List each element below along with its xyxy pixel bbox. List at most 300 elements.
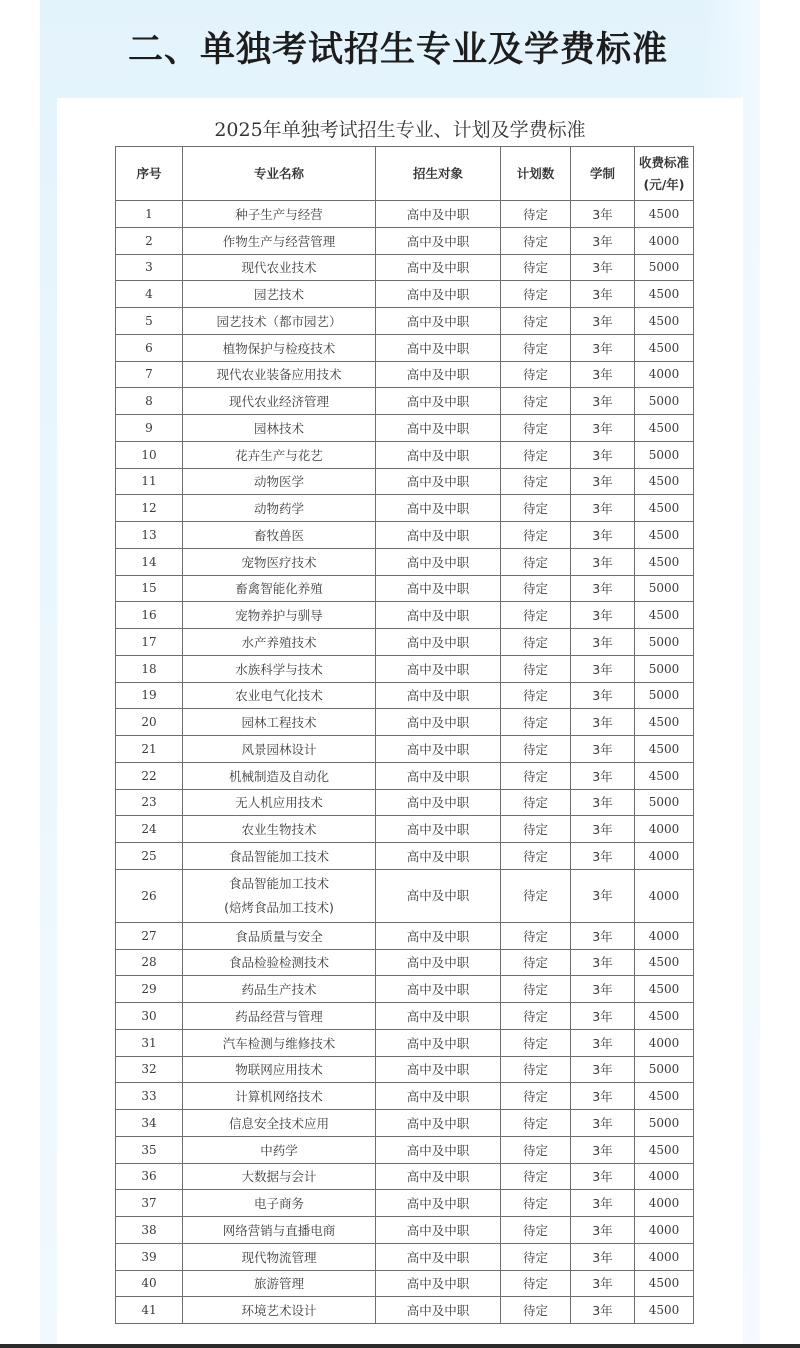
cell-target: 高中及中职 xyxy=(376,629,501,656)
table-row xyxy=(116,308,694,335)
cell-fee: 4500 xyxy=(635,709,694,736)
cell-no: 35 xyxy=(116,1136,183,1163)
cell-plan: 待定 xyxy=(501,1190,571,1217)
cell-plan: 待定 xyxy=(501,1217,571,1244)
cell-no: 33 xyxy=(116,1083,183,1110)
cell-plan: 待定 xyxy=(501,949,571,976)
table-row xyxy=(116,1243,694,1270)
cell-plan: 待定 xyxy=(501,655,571,682)
cell-years: 3年 xyxy=(571,922,635,949)
cell-plan: 待定 xyxy=(501,495,571,522)
cell-name: 宠物医疗技术 xyxy=(183,548,376,575)
cell-target: 高中及中职 xyxy=(376,922,501,949)
cell-plan: 待定 xyxy=(501,762,571,789)
header-years: 学制 xyxy=(571,147,635,201)
cell-fee: 4500 xyxy=(635,1083,694,1110)
cell-fee: 4500 xyxy=(635,736,694,763)
cell-fee: 4500 xyxy=(635,602,694,629)
cell-years: 3年 xyxy=(571,709,635,736)
cell-name: 现代农业技术 xyxy=(183,254,376,281)
cell-plan: 待定 xyxy=(501,281,571,308)
cell-no: 13 xyxy=(116,522,183,549)
cell-name: 风景园林设计 xyxy=(183,736,376,763)
cell-fee: 4500 xyxy=(635,281,694,308)
cell-no: 29 xyxy=(116,976,183,1003)
cell-no: 30 xyxy=(116,1003,183,1030)
cell-name-line1: 食品智能加工技术 xyxy=(228,875,329,891)
cell-years: 3年 xyxy=(571,1297,635,1324)
cell-plan: 待定 xyxy=(501,816,571,843)
table-row xyxy=(116,575,694,602)
cell-no: 22 xyxy=(116,762,183,789)
cell-target: 高中及中职 xyxy=(376,1163,501,1190)
cell-fee: 4500 xyxy=(635,522,694,549)
cell-fee: 4500 xyxy=(635,548,694,575)
cell-target: 高中及中职 xyxy=(376,1297,501,1324)
cell-years: 3年 xyxy=(571,1003,635,1030)
table-header-row xyxy=(116,147,694,201)
table-row xyxy=(116,709,694,736)
cell-years: 3年 xyxy=(571,816,635,843)
table-row xyxy=(116,415,694,442)
cell-plan: 待定 xyxy=(501,602,571,629)
table-row xyxy=(116,1056,694,1083)
table-row xyxy=(116,1163,694,1190)
cell-years: 3年 xyxy=(571,281,635,308)
cell-target: 高中及中职 xyxy=(376,281,501,308)
cell-fee: 5000 xyxy=(635,1056,694,1083)
cell-fee: 4500 xyxy=(635,201,694,228)
cell-no: 12 xyxy=(116,495,183,522)
cell-fee: 4500 xyxy=(635,949,694,976)
cell-years: 3年 xyxy=(571,1110,635,1137)
table-row xyxy=(116,388,694,415)
cell-no: 34 xyxy=(116,1110,183,1137)
cell-target: 高中及中职 xyxy=(376,334,501,361)
cell-years: 3年 xyxy=(571,495,635,522)
cell-no: 24 xyxy=(116,816,183,843)
cell-no: 5 xyxy=(116,308,183,335)
cell-plan: 待定 xyxy=(501,1136,571,1163)
cell-target: 高中及中职 xyxy=(376,762,501,789)
cell-name: 现代物流管理 xyxy=(183,1243,376,1270)
cell-years: 3年 xyxy=(571,575,635,602)
cell-no: 25 xyxy=(116,843,183,870)
table-row xyxy=(116,334,694,361)
cell-years: 3年 xyxy=(571,468,635,495)
table-row xyxy=(116,1136,694,1163)
table-row xyxy=(116,1297,694,1324)
table-row xyxy=(116,1110,694,1137)
cell-years: 3年 xyxy=(571,441,635,468)
cell-years: 3年 xyxy=(571,1029,635,1056)
cell-no: 31 xyxy=(116,1029,183,1056)
cell-fee: 4500 xyxy=(635,1270,694,1297)
table-row xyxy=(116,843,694,870)
cell-years: 3年 xyxy=(571,976,635,1003)
cell-target: 高中及中职 xyxy=(376,441,501,468)
cell-name: 园艺技术 xyxy=(183,281,376,308)
cell-fee: 4000 xyxy=(635,1190,694,1217)
table-row xyxy=(116,254,694,281)
table-row xyxy=(116,227,694,254)
cell-name: 花卉生产与花艺 xyxy=(183,441,376,468)
cell-target: 高中及中职 xyxy=(376,602,501,629)
cell-name: 食品智能加工技术 xyxy=(183,843,376,870)
cell-fee: 4500 xyxy=(635,468,694,495)
cell-years: 3年 xyxy=(571,1056,635,1083)
cell-target: 高中及中职 xyxy=(376,1056,501,1083)
cell-plan: 待定 xyxy=(501,922,571,949)
cell-target: 高中及中职 xyxy=(376,1190,501,1217)
cell-fee: 5000 xyxy=(635,789,694,816)
cell-years: 3年 xyxy=(571,736,635,763)
cell-no: 41 xyxy=(116,1297,183,1324)
cell-name: 宠物养护与驯导 xyxy=(183,602,376,629)
cell-fee: 4500 xyxy=(635,308,694,335)
table-row xyxy=(116,816,694,843)
cell-target: 高中及中职 xyxy=(376,976,501,1003)
cell-years: 3年 xyxy=(571,522,635,549)
cell-fee: 4000 xyxy=(635,1243,694,1270)
cell-years: 3年 xyxy=(571,1083,635,1110)
table-row xyxy=(116,869,694,922)
cell-no: 4 xyxy=(116,281,183,308)
table-row xyxy=(116,629,694,656)
cell-no: 14 xyxy=(116,548,183,575)
cell-no: 38 xyxy=(116,1217,183,1244)
header-fee xyxy=(635,147,694,201)
table-row xyxy=(116,976,694,1003)
cell-target: 高中及中职 xyxy=(376,575,501,602)
cell-fee: 4500 xyxy=(635,976,694,1003)
cell-name: 食品检验检测技术 xyxy=(183,949,376,976)
cell-fee: 4500 xyxy=(635,415,694,442)
cell-fee: 4000 xyxy=(635,1217,694,1244)
cell-target: 高中及中职 xyxy=(376,548,501,575)
cell-target: 高中及中职 xyxy=(376,468,501,495)
cell-target: 高中及中职 xyxy=(376,522,501,549)
cell-name: 植物保护与检疫技术 xyxy=(183,334,376,361)
cell-plan: 待定 xyxy=(501,976,571,1003)
cell-fee: 4000 xyxy=(635,361,694,388)
cell-name: 畜牧兽医 xyxy=(183,522,376,549)
cell-name: 环境艺术设计 xyxy=(183,1297,376,1324)
cell-fee: 4500 xyxy=(635,762,694,789)
header-fee-line2: (元/年) xyxy=(643,176,685,192)
cell-no: 32 xyxy=(116,1056,183,1083)
cell-fee: 4000 xyxy=(635,816,694,843)
cell-target: 高中及中职 xyxy=(376,1136,501,1163)
header-name: 专业名称 xyxy=(183,147,376,201)
cell-fee: 4000 xyxy=(635,1029,694,1056)
table-row xyxy=(116,789,694,816)
cell-target: 高中及中职 xyxy=(376,201,501,228)
cell-no: 9 xyxy=(116,415,183,442)
cell-years: 3年 xyxy=(571,1190,635,1217)
cell-plan: 待定 xyxy=(501,227,571,254)
cell-fee: 4500 xyxy=(635,495,694,522)
cell-name: 电子商务 xyxy=(183,1190,376,1217)
cell-plan: 待定 xyxy=(501,1029,571,1056)
cell-plan: 待定 xyxy=(501,1270,571,1297)
cell-plan: 待定 xyxy=(501,388,571,415)
cell-target: 高中及中职 xyxy=(376,655,501,682)
cell-target: 高中及中职 xyxy=(376,1243,501,1270)
table-row xyxy=(116,736,694,763)
cell-years: 3年 xyxy=(571,1243,635,1270)
cell-name: 现代农业装备应用技术 xyxy=(183,361,376,388)
table-row xyxy=(116,1270,694,1297)
table-row xyxy=(116,522,694,549)
cell-years: 3年 xyxy=(571,1136,635,1163)
cell-plan: 待定 xyxy=(501,361,571,388)
cell-years: 3年 xyxy=(571,869,635,922)
cell-years: 3年 xyxy=(571,361,635,388)
cell-years: 3年 xyxy=(571,254,635,281)
table-row xyxy=(116,1029,694,1056)
cell-target: 高中及中职 xyxy=(376,682,501,709)
cell-target: 高中及中职 xyxy=(376,1003,501,1030)
cell-plan: 待定 xyxy=(501,1110,571,1137)
table-row xyxy=(116,548,694,575)
cell-name: 种子生产与经营 xyxy=(183,201,376,228)
cell-target: 高中及中职 xyxy=(376,388,501,415)
cell-name: 作物生产与经营管理 xyxy=(183,227,376,254)
cell-years: 3年 xyxy=(571,843,635,870)
cell-plan: 待定 xyxy=(501,334,571,361)
cell-no: 11 xyxy=(116,468,183,495)
cell-name: 机械制造及自动化 xyxy=(183,762,376,789)
cell-fee: 4000 xyxy=(635,922,694,949)
cell-no: 37 xyxy=(116,1190,183,1217)
cell-target: 高中及中职 xyxy=(376,1110,501,1137)
bottom-bar xyxy=(0,1344,800,1348)
table-row xyxy=(116,361,694,388)
cell-no: 15 xyxy=(116,575,183,602)
cell-target: 高中及中职 xyxy=(376,361,501,388)
cell-plan: 待定 xyxy=(501,308,571,335)
cell-fee: 5000 xyxy=(635,655,694,682)
cell-years: 3年 xyxy=(571,308,635,335)
cell-years: 3年 xyxy=(571,789,635,816)
cell-no: 20 xyxy=(116,709,183,736)
cell-fee: 5000 xyxy=(635,682,694,709)
cell-years: 3年 xyxy=(571,227,635,254)
cell-no: 2 xyxy=(116,227,183,254)
cell-plan: 待定 xyxy=(501,468,571,495)
table-row xyxy=(116,468,694,495)
cell-no: 39 xyxy=(116,1243,183,1270)
table-row xyxy=(116,602,694,629)
table-row xyxy=(116,495,694,522)
cell-name: 汽车检测与维修技术 xyxy=(183,1029,376,1056)
cell-name: 农业电气化技术 xyxy=(183,682,376,709)
cell-plan: 待定 xyxy=(501,254,571,281)
cell-plan: 待定 xyxy=(501,629,571,656)
cell-name: 园林工程技术 xyxy=(183,709,376,736)
cell-plan: 待定 xyxy=(501,1243,571,1270)
cell-name: 计算机网络技术 xyxy=(183,1083,376,1110)
cell-plan: 待定 xyxy=(501,1083,571,1110)
cell-years: 3年 xyxy=(571,682,635,709)
cell-plan: 待定 xyxy=(501,736,571,763)
cell-no: 21 xyxy=(116,736,183,763)
table-row xyxy=(116,441,694,468)
cell-name xyxy=(183,869,376,922)
header-no: 序号 xyxy=(116,147,183,201)
cell-target: 高中及中职 xyxy=(376,1029,501,1056)
table-row xyxy=(116,281,694,308)
cell-fee: 5000 xyxy=(635,388,694,415)
cell-target: 高中及中职 xyxy=(376,789,501,816)
cell-years: 3年 xyxy=(571,629,635,656)
cell-plan: 待定 xyxy=(501,1163,571,1190)
table-row xyxy=(116,922,694,949)
cell-plan: 待定 xyxy=(501,1003,571,1030)
header-plan: 计划数 xyxy=(501,147,571,201)
cell-target: 高中及中职 xyxy=(376,495,501,522)
cell-years: 3年 xyxy=(571,388,635,415)
cell-no: 36 xyxy=(116,1163,183,1190)
cell-name: 信息安全技术应用 xyxy=(183,1110,376,1137)
cell-no: 27 xyxy=(116,922,183,949)
table-row xyxy=(116,655,694,682)
table-row xyxy=(116,1003,694,1030)
cell-name: 药品经营与管理 xyxy=(183,1003,376,1030)
cell-years: 3年 xyxy=(571,1270,635,1297)
cell-name: 药品生产技术 xyxy=(183,976,376,1003)
cell-target: 高中及中职 xyxy=(376,736,501,763)
cell-name: 食品质量与安全 xyxy=(183,922,376,949)
cell-years: 3年 xyxy=(571,334,635,361)
cell-plan: 待定 xyxy=(501,1297,571,1324)
cell-name: 旅游管理 xyxy=(183,1270,376,1297)
cell-name: 物联网应用技术 xyxy=(183,1056,376,1083)
cell-years: 3年 xyxy=(571,602,635,629)
tuition-table xyxy=(115,146,694,1324)
cell-name: 畜禽智能化养殖 xyxy=(183,575,376,602)
cell-years: 3年 xyxy=(571,548,635,575)
cell-plan: 待定 xyxy=(501,415,571,442)
cell-plan: 待定 xyxy=(501,201,571,228)
table-row xyxy=(116,1190,694,1217)
table-row xyxy=(116,762,694,789)
cell-no: 1 xyxy=(116,201,183,228)
cell-years: 3年 xyxy=(571,415,635,442)
cell-name-line2: (焙烤食品加工技术) xyxy=(224,899,334,915)
header-target: 招生对象 xyxy=(376,147,501,201)
cell-fee: 5000 xyxy=(635,629,694,656)
cell-name: 网络营销与直播电商 xyxy=(183,1217,376,1244)
cell-name: 动物医学 xyxy=(183,468,376,495)
cell-years: 3年 xyxy=(571,655,635,682)
cell-name: 园林技术 xyxy=(183,415,376,442)
cell-fee: 4500 xyxy=(635,1136,694,1163)
cell-years: 3年 xyxy=(571,949,635,976)
cell-plan: 待定 xyxy=(501,682,571,709)
cell-fee: 4000 xyxy=(635,1163,694,1190)
cell-target: 高中及中职 xyxy=(376,843,501,870)
page-title: 二、单独考试招生专业及学费标准 xyxy=(128,30,669,70)
cell-years: 3年 xyxy=(571,1217,635,1244)
cell-name: 水产养殖技术 xyxy=(183,629,376,656)
cell-name: 水族科学与技术 xyxy=(183,655,376,682)
cell-no: 8 xyxy=(116,388,183,415)
cell-plan: 待定 xyxy=(501,1056,571,1083)
table-row xyxy=(116,201,694,228)
table-row xyxy=(116,949,694,976)
cell-target: 高中及中职 xyxy=(376,816,501,843)
table-caption: 2025年单独考试招生专业、计划及学费标准 xyxy=(214,119,586,141)
cell-plan: 待定 xyxy=(501,522,571,549)
cell-no: 7 xyxy=(116,361,183,388)
cell-plan: 待定 xyxy=(501,869,571,922)
cell-fee: 4000 xyxy=(635,869,694,922)
cell-fee: 4500 xyxy=(635,1003,694,1030)
cell-plan: 待定 xyxy=(501,843,571,870)
cell-no: 16 xyxy=(116,602,183,629)
cell-fee: 5000 xyxy=(635,254,694,281)
table-row xyxy=(116,682,694,709)
cell-years: 3年 xyxy=(571,201,635,228)
cell-name: 无人机应用技术 xyxy=(183,789,376,816)
cell-fee: 5000 xyxy=(635,441,694,468)
cell-target: 高中及中职 xyxy=(376,415,501,442)
cell-no: 17 xyxy=(116,629,183,656)
cell-no: 40 xyxy=(116,1270,183,1297)
cell-name: 中药学 xyxy=(183,1136,376,1163)
cell-fee: 5000 xyxy=(635,575,694,602)
cell-target: 高中及中职 xyxy=(376,1217,501,1244)
cell-fee: 4500 xyxy=(635,1297,694,1324)
cell-no: 18 xyxy=(116,655,183,682)
table-body xyxy=(116,201,694,1324)
cell-no: 3 xyxy=(116,254,183,281)
cell-name: 现代农业经济管理 xyxy=(183,388,376,415)
cell-plan: 待定 xyxy=(501,575,571,602)
cell-no: 19 xyxy=(116,682,183,709)
cell-no: 6 xyxy=(116,334,183,361)
cell-years: 3年 xyxy=(571,1163,635,1190)
cell-plan: 待定 xyxy=(501,548,571,575)
cell-name: 园艺技术（都市园艺） xyxy=(183,308,376,335)
cell-no: 28 xyxy=(116,949,183,976)
cell-fee: 4500 xyxy=(635,334,694,361)
cell-name: 大数据与会计 xyxy=(183,1163,376,1190)
cell-target: 高中及中职 xyxy=(376,709,501,736)
cell-no: 26 xyxy=(116,869,183,922)
cell-plan: 待定 xyxy=(501,789,571,816)
cell-target: 高中及中职 xyxy=(376,254,501,281)
table-row xyxy=(116,1083,694,1110)
cell-name: 动物药学 xyxy=(183,495,376,522)
cell-no: 10 xyxy=(116,441,183,468)
cell-plan: 待定 xyxy=(501,441,571,468)
cell-target: 高中及中职 xyxy=(376,949,501,976)
cell-target: 高中及中职 xyxy=(376,869,501,922)
cell-target: 高中及中职 xyxy=(376,1270,501,1297)
cell-target: 高中及中职 xyxy=(376,1083,501,1110)
cell-target: 高中及中职 xyxy=(376,308,501,335)
cell-plan: 待定 xyxy=(501,709,571,736)
cell-fee: 4000 xyxy=(635,227,694,254)
cell-fee: 5000 xyxy=(635,1110,694,1137)
header-fee-line1: 收费标准 xyxy=(638,154,689,170)
cell-target: 高中及中职 xyxy=(376,227,501,254)
cell-years: 3年 xyxy=(571,762,635,789)
cell-name: 农业生物技术 xyxy=(183,816,376,843)
